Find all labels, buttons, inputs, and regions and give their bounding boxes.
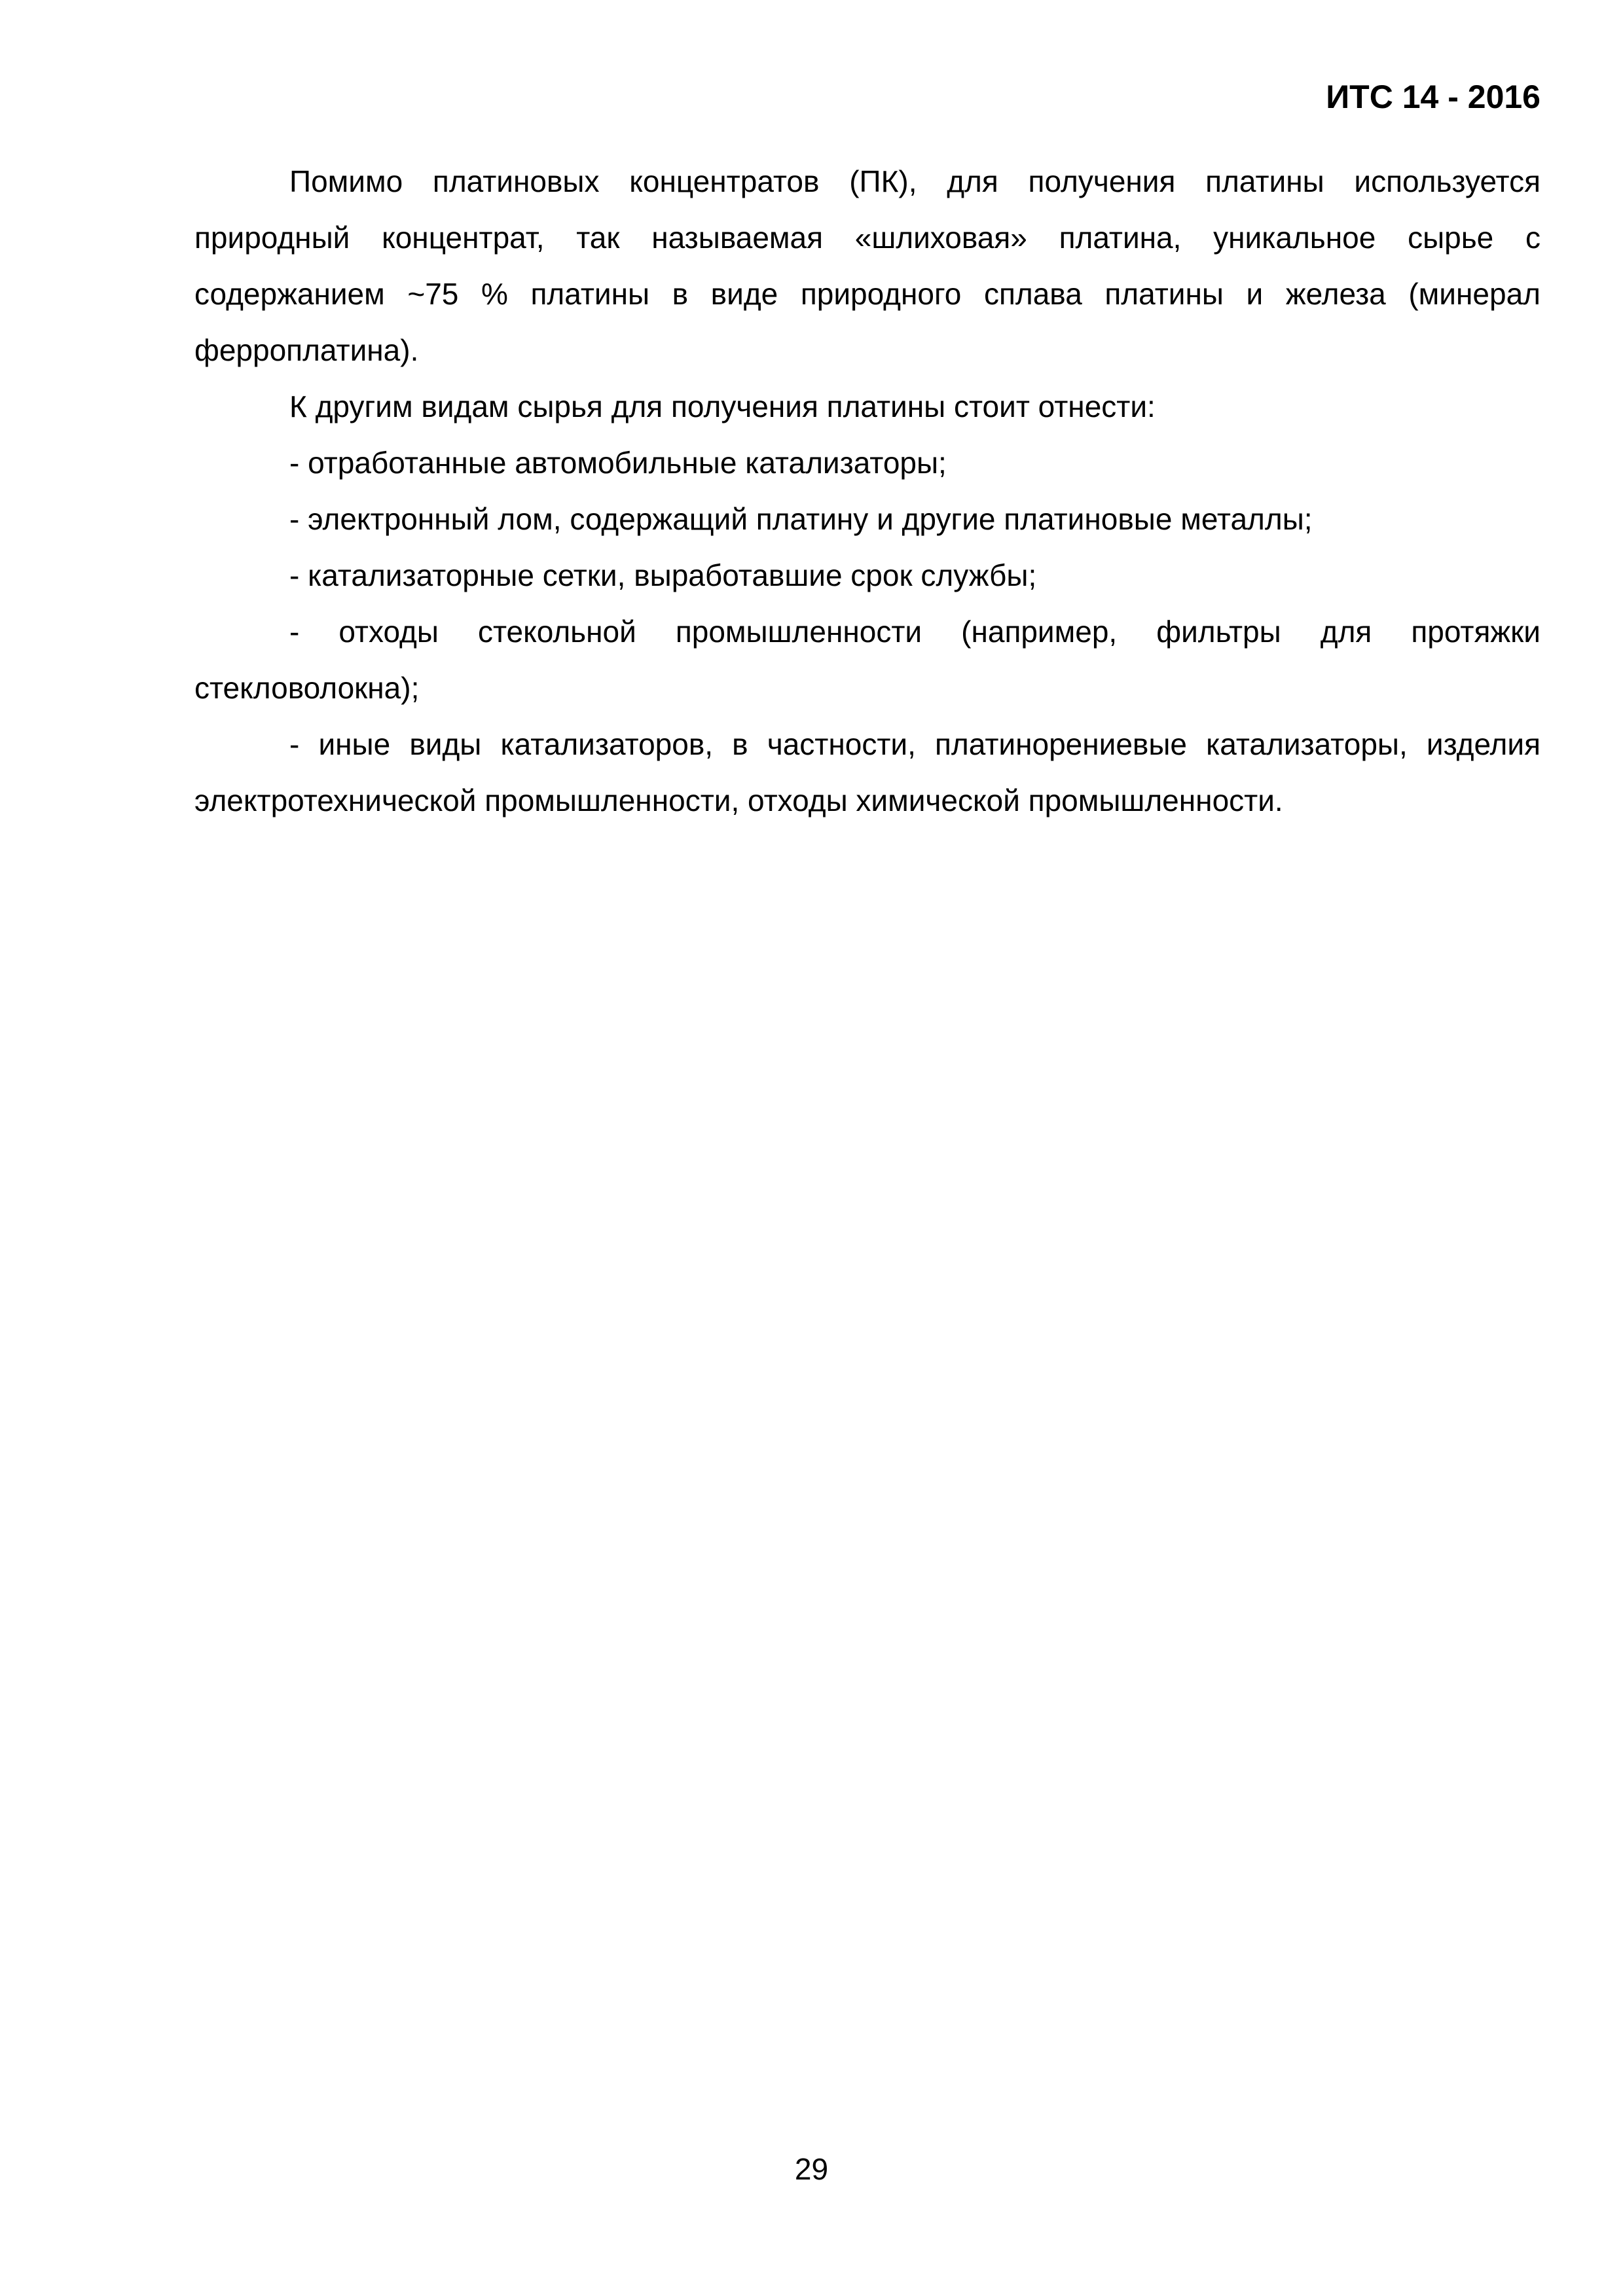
list-item-other-catalysts: - иные виды катализаторов, в частности, платинорениевые катализаторы, изделия электротехнической промышленности, отходы химической промышленности. bbox=[194, 727, 1541, 817]
list-item-electronic-scrap: - электронный лом, содержащий платину и другие платиновые металлы; bbox=[289, 502, 1313, 536]
list-item-glass-industry-waste: - отходы стекольной промышленности (например, фильтры для протяжки стекловолокна); bbox=[194, 615, 1541, 705]
page-number: 29 bbox=[794, 2152, 829, 2186]
document-code-header: ИТС 14 - 2016 bbox=[1326, 79, 1541, 115]
paragraph-other-raw-materials-intro: К другим видам сырья для получения платины стоит отнести: bbox=[289, 389, 1156, 423]
document-body bbox=[194, 153, 1541, 829]
paragraph-platinum-concentrates: Помимо платиновых концентратов (ПК), для получения платины используется природный концентрат, так называемая «шлиховая» платина, уникальное сырье с содержанием ~75 % платины в виде природного сплава платины и железа (минерал ферроплатина). bbox=[194, 164, 1541, 367]
list-item-auto-catalysts: - отработанные автомобильные катализаторы; bbox=[289, 446, 947, 480]
list-item-catalyst-gauzes: - катализаторные сетки, выработавшие срок службы; bbox=[289, 558, 1037, 592]
